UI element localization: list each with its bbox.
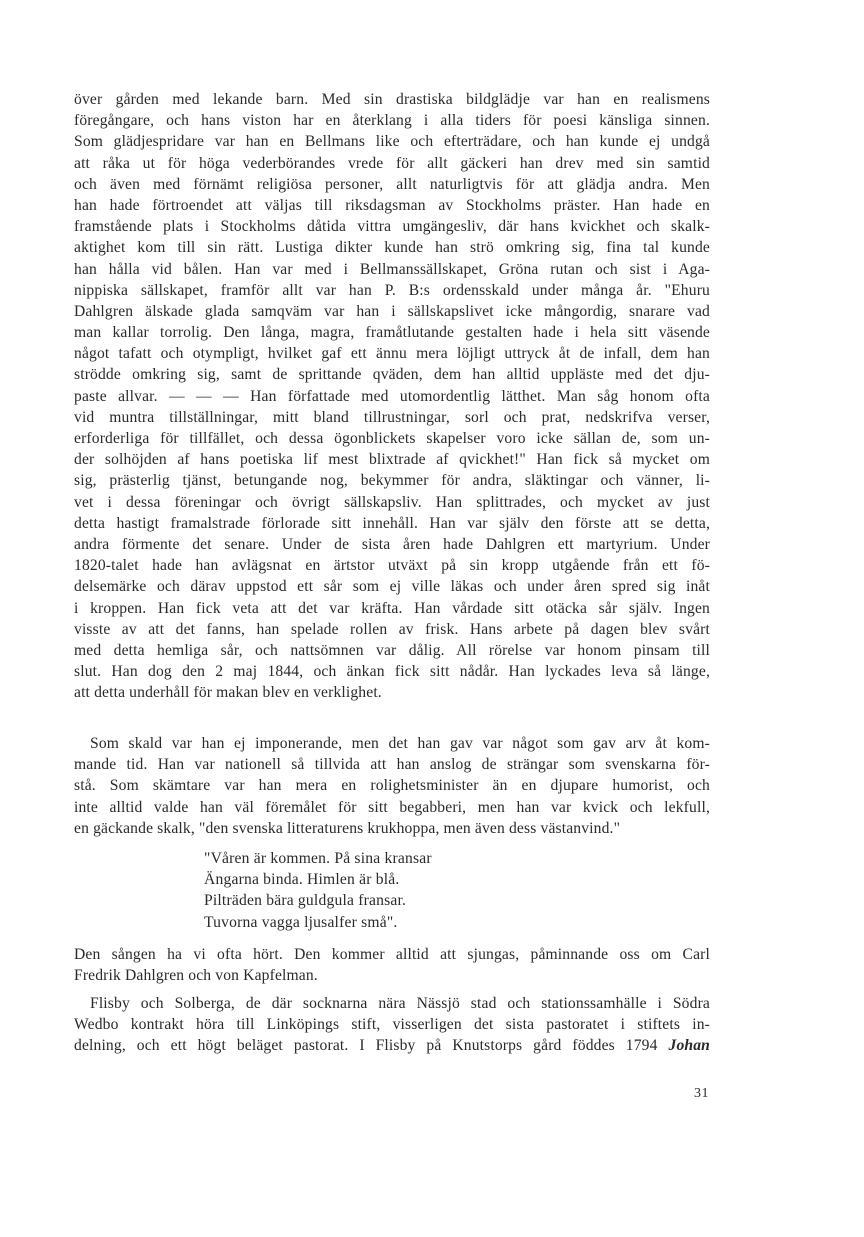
text-line: att detta underhåll för makan blev en verklighet. xyxy=(74,684,382,702)
text-line: aktighet kom till sin rätt. Lustiga dikter kunde han strö omkring sig, fina tal kunde xyxy=(74,239,710,257)
paragraph-song xyxy=(74,944,710,986)
poem-line: Tuvorna vagga ljusalfer små". xyxy=(204,913,398,931)
text-line: andra förmente det senare. Under de sista åren hade Dahlgren ett martyrium. Under xyxy=(74,535,710,553)
text-line: Som skald var han ej imponerande, men det han gav var något som gav arv åt kom- xyxy=(90,735,710,752)
text-line-content: delning, och ett högt beläget pastorat. I Flisby på Knutstorps gård föddes 1794 xyxy=(74,1037,658,1055)
text-line: slut. Han dog den 2 maj 1844, och änkan fick sitt nådår. Han lyckades leva så länge, xyxy=(74,663,710,681)
poem-line: Pilträden bära guldgula fransar. xyxy=(204,892,407,910)
text-line: över gården med lekande barn. Med sin drastiska bildglädje var han en realismens xyxy=(74,91,710,108)
text-line xyxy=(74,1035,710,1056)
text-line: Flisby och Solberga, de där socknarna nära Nässjö stad och stationssamhälle i Södra xyxy=(90,995,710,1012)
text-line: föregångare, och hans viston har en återklang i alla tiders för poesi känsliga sinnen. xyxy=(74,112,710,130)
italic-name: Johan xyxy=(668,1037,710,1055)
text-line: Dahlgren älskade glada samqväm var han i sällskapslivet icke mångordig, snarare vad xyxy=(74,302,710,320)
text-line: strödde omkring sig, samt de sprittande qväden, dem han alltid uppläste med det dju- xyxy=(74,366,710,384)
text-line: man kallar torrolig. Den långa, magra, framåtlutande gestalten hade i hela sitt väsende xyxy=(74,324,710,342)
poem-line: Ängarna binda. Himlen är blå. xyxy=(204,871,400,889)
text-line: något tafatt och otympligt, hvilket gaf ett ännu mera löjligt uttryck åt de infall, dem han xyxy=(74,345,710,363)
paragraph-as-poet xyxy=(74,733,710,839)
text-line: inte alltid valde han väl föremålet för sitt begabberi, men han var kvick och lekfull, xyxy=(74,798,710,816)
text-line: paste allvar. — — — Han författade med utomordentlig lätthet. Man såg honom ofta xyxy=(74,387,710,405)
text-line: nippiska sällskapet, framför allt var han P. B:s ordensskald under många år. "Ehuru xyxy=(74,281,710,299)
text-line: sig, prästerlig tjänst, betungande nog, bekymmer för andra, släktingar och vänner, li- xyxy=(74,472,710,490)
text-line: Wedbo kontrakt höra till Linköpings stift, visserligen det sista pastoratet i stiftets in- xyxy=(74,1016,710,1034)
text-line: visste av att det fanns, han spelade rollen av frisk. Hans arbete på dagen blev svårt xyxy=(74,620,710,638)
text-line: att råka ut för höga vederbörandes vrede för allt gäckeri han drev med sin samtid xyxy=(74,154,710,172)
text-line: der solhöjden af hans poetiska lif mest blixtrade af qvickhet!" Han fick så mycket om xyxy=(74,451,710,469)
paragraph-dahlgren-biography xyxy=(74,89,710,703)
poem-quote xyxy=(204,848,432,933)
text-line: och även med förnämt religiösa personer, allt naturligtvis för att glädja andra. Men xyxy=(74,175,710,193)
text-line: framstående plats i Stockholms dåtida vittra umgängesliv, där hans kvickhet och skalk- xyxy=(74,218,710,236)
text-line: erforderliga för tillfället, och dessa ögonblickets skapelser voro icke sällan de, som un- xyxy=(74,430,710,447)
text-line: vet i dessa föreningar och övrigt sällskapsliv. Han splittrades, och mycket av just xyxy=(74,493,710,511)
text-line: stå. Som skämtare var han mera en rolighetsminister än en djupare humorist, och xyxy=(74,777,710,795)
text-line: mande tid. Han var nationell så tillvida att han anslog de strängar som svenskarna för- xyxy=(74,756,710,774)
text-line: Den sången ha vi ofta hört. Den kommer alltid att sjungas, påminnande oss om Carl xyxy=(74,946,710,963)
text-line: han hade förtroendet att väljas till riksdagsman av Stockholms präster. Han hade en xyxy=(74,196,710,214)
text-line: vid muntra tillställningar, mitt bland tillrustningar, sorl och prat, nedskrifva verser, xyxy=(74,408,710,426)
text-line: en gäckande skalk, "den svenska litteraturens krukhoppa, men även dess västanvind." xyxy=(74,819,621,837)
paragraph-flisby-solberga xyxy=(74,993,710,1057)
text-line: Som glädjespridare var han en Bellmans like och efterträdare, och han kunde ej undgå xyxy=(74,133,710,151)
text-line: 1820-talet hade han avlägsnat en ärtstor utväxt på sin kropp utgående från ett fö- xyxy=(74,557,710,575)
text-line: med detta hemliga sår, och nattsömnen var dålig. All rörelse var honom pinsam till xyxy=(74,641,710,659)
text-line: detta hastigt framalstrade förlorade sitt innehåll. Han var själv den förste att se detta, xyxy=(74,514,710,532)
text-line: i kroppen. Han fick veta att det var kräfta. Han vårdade sitt otäcka sår själv. Ingen xyxy=(74,599,710,617)
page-number: 31 xyxy=(694,1086,709,1101)
text-line: han hålla vid bålen. Han var med i Bellmanssällskapet, Gröna rutan och sist i Aga- xyxy=(74,260,710,278)
text-line: delsemärke och därav uppstod ett sår som ej ville läkas och under åren spred sig inåt xyxy=(74,578,710,596)
poem-line: "Våren är kommen. På sina kransar xyxy=(204,850,432,867)
text-line: Fredrik Dahlgren och von Kapfelman. xyxy=(74,967,318,985)
